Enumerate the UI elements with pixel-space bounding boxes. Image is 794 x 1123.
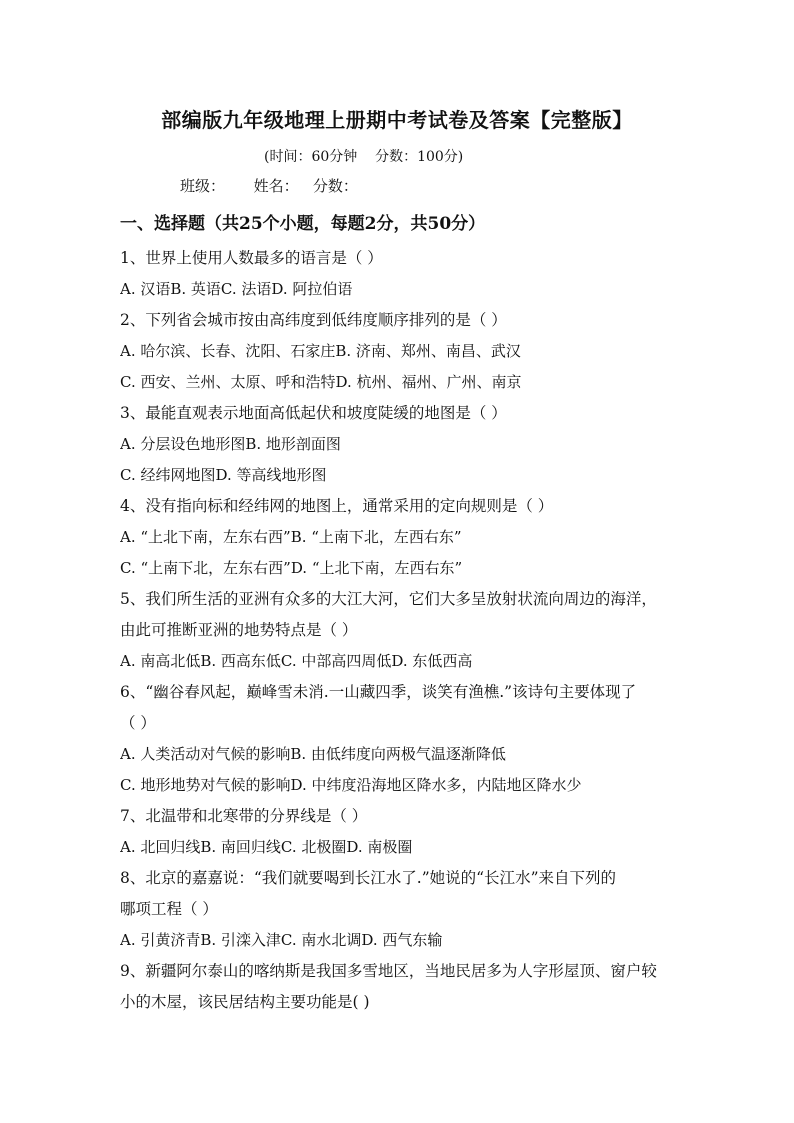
student-info-line: 班级： 姓名： 分数： xyxy=(180,177,358,195)
answer-options-line: A. 汉语B. 英语C. 法语D. 阿拉伯语 xyxy=(120,280,353,298)
question-line: 6、“幽谷春风起，巅峰雪未消.一山藏四季，谈笑有渔樵.”该诗句主要体现了 xyxy=(120,683,637,701)
section-heading: 一、选择题（共25个小题，每题2分，共50分） xyxy=(120,214,486,234)
question-list xyxy=(120,246,680,1021)
question-line: （ ） xyxy=(120,714,156,732)
answer-options-line: C. 经纬网地图D. 等高线地形图 xyxy=(120,466,327,484)
question-line: 哪项工程（ ） xyxy=(120,900,218,918)
answer-options-line: C. “上南下北，左东右西”D. “上北下南，左西右东” xyxy=(120,559,463,577)
question-line: 2、下列省会城市按由高纬度到低纬度顺序排列的是（ ） xyxy=(120,311,507,329)
answer-options-line: A. 引黄济青B. 引滦入津C. 南水北调D. 西气东输 xyxy=(120,931,443,949)
answer-options-line: C. 地形地势对气候的影响D. 中纬度沿海地区降水多，内陆地区降水少 xyxy=(120,776,582,794)
answer-options-line: A. “上北下南，左东右西”B. “上南下北，左西右东” xyxy=(120,528,462,546)
question-line: 1、世界上使用人数最多的语言是（ ） xyxy=(120,249,383,267)
question-line: 3、最能直观表示地面高低起伏和坡度陡缓的地图是（ ） xyxy=(120,404,507,422)
question-line: 由此可推断亚洲的地势特点是（ ） xyxy=(120,621,358,639)
exam-title: 部编版九年级地理上册期中考试卷及答案【完整版】 xyxy=(161,108,633,132)
answer-options-line: A. 哈尔滨、长春、沈阳、石家庄B. 济南、郑州、南昌、武汉 xyxy=(120,342,521,360)
question-line: 9、新疆阿尔泰山的喀纳斯是我国多雪地区，当地民居多为人字形屋顶、窗户较 xyxy=(120,962,657,980)
answer-options-line: C. 西安、兰州、太原、呼和浩特D. 杭州、福州、广州、南京 xyxy=(120,373,522,391)
answer-options-line: A. 北回归线B. 南回归线C. 北极圈D. 南极圈 xyxy=(120,838,413,856)
question-line: 4、没有指向标和经纬网的地图上，通常采用的定向规则是（ ） xyxy=(120,497,554,515)
question-line: 5、我们所生活的亚洲有众多的大江大河，它们大多呈放射状流向周边的海洋， xyxy=(120,590,657,608)
answer-options-line: A. 分层设色地形图B. 地形剖面图 xyxy=(120,435,341,453)
question-line: 8、北京的嘉嘉说：“我们就要喝到长江水了.”她说的“长江水”来自下列的 xyxy=(120,869,616,887)
question-line: 小的木屋，该民居结构主要功能是( ) xyxy=(120,993,370,1011)
answer-options-line: A. 南高北低B. 西高东低C. 中部高四周低D. 东低西高 xyxy=(120,652,473,670)
question-line: 7、北温带和北寒带的分界线是（ ） xyxy=(120,807,368,825)
answer-options-line: A. 人类活动对气候的影响B. 由低纬度向两极气温逐渐降低 xyxy=(120,745,506,763)
time-score-info: (时间：60分钟 分数：100分) xyxy=(264,149,464,165)
